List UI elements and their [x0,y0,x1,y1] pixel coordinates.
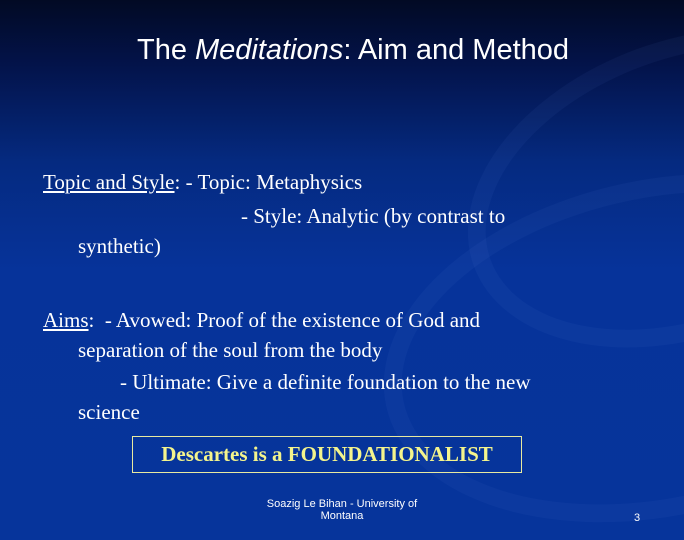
page-number: 3 [634,512,641,524]
aims-line-3: - Ultimate: Give a definite foundation to the new [120,370,531,394]
footer-author [240,498,444,522]
footer-author-line-2: Montana [320,510,364,522]
aims-avowed: : - Avowed: Proof of the existence of God and [88,308,481,332]
aims-line-4: science [78,400,140,424]
aims-line-1 [43,308,480,333]
slide-title [0,34,684,67]
topic-style-line-3: synthetic) [78,234,161,258]
topic-style-topic: : - Topic: Metaphysics [174,170,363,194]
title-suffix: : Aim and Method [343,34,570,66]
topic-style-line-1 [43,170,362,195]
title-italic: Meditations [195,34,344,66]
topic-style-label: Topic and Style [43,170,175,194]
foundationalist-callout: Descartes is a FOUNDATIONALIST [132,436,522,473]
footer-author-line-1: Soazig Le Bihan - University of [266,498,418,510]
aims-line-2: separation of the soul from the body [78,338,383,362]
title-prefix: The [136,34,196,66]
aims-label: Aims [43,308,89,332]
topic-style-line-2: - Style: Analytic (by contrast to [241,204,506,228]
